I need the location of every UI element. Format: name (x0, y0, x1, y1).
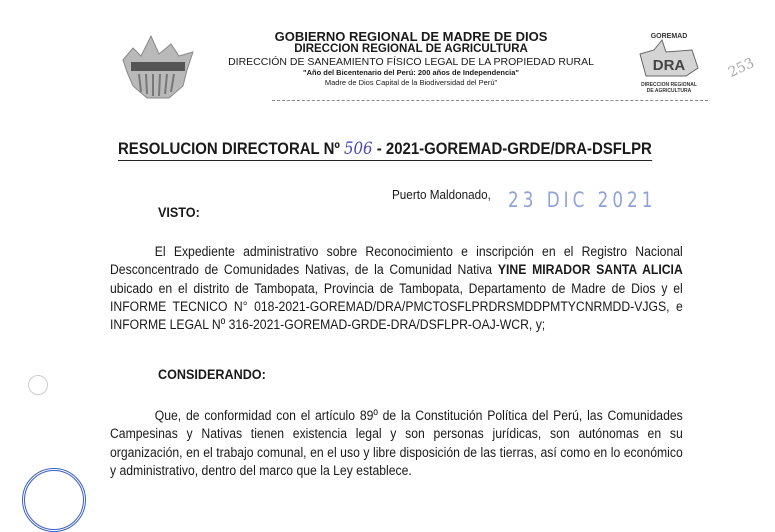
logo-center-text: DRA (652, 57, 686, 74)
logo-bottom-text-2: DE AGRICULTURA (646, 88, 692, 94)
regional-government-emblem (113, 30, 203, 102)
title-suffix: - 2021-GOREMAD-GRDE/DRA-DSFLPR (372, 139, 652, 158)
community-name: YINE MIRADOR SANTA ALICIA (497, 262, 683, 279)
letterhead-line-1: GOBIERNO REGIONAL DE MADRE DE DIOS (274, 29, 548, 44)
place-label: Puerto Maldonado, (392, 187, 491, 202)
official-seal (22, 468, 86, 532)
letterhead-motto: "Año del Bicentenario del Perú: 200 años de Independencia" (303, 68, 519, 77)
visto-heading: VISTO: (158, 204, 200, 220)
date-stamp: 23 DIC 2021 (508, 188, 657, 212)
resolution-title (118, 139, 652, 161)
handwritten-folio-number: 253 (725, 55, 757, 81)
letterhead-line-2: DIRECCION REGIONAL DE AGRICULTURA (294, 43, 528, 55)
visto-paragraph (110, 243, 683, 334)
considerando-text: Que, de conformidad con el artículo 89º de la Constitución Política del Perú, las Comunidades Campesinas y Nativas tienen existencia legal y son personas jurídicas, son autónomas en su organización, en el trabajo comunal, en el uso y libre disposición de las tierras, así como en lo económico y administrativo, dentro del marco que la Ley establece. (110, 408, 683, 479)
considerando-heading: CONSIDERANDO: (158, 366, 266, 382)
visto-text-a: El Expediente administrativo sobre Reconocimiento e inscripción en el Registro Nacional Desconcentrado de Comunidades Nativas, de la Comunidad Nativa (110, 244, 683, 279)
visto-text-b: ubicado en el distrito de Tambopata, Provincia de Tambopata, Departamento de Madre de Dios y el INFORME TECNICO N° 018-2021-GOREMAD/DRA/PMCTOSFLPRDRSMDDPMTYCNRMDD-VJGS, e INFORME LEGAL Nº 316-2021-GOREMAD-GRDE-DRA/DSFLPR-OAJ-WCR, y; (110, 280, 683, 334)
dra-logo (632, 28, 706, 96)
considerando-paragraph (110, 407, 683, 480)
logo-top-text: GOREMAD (650, 33, 688, 40)
title-prefix: RESOLUCION DIRECTORAL Nº (118, 139, 340, 158)
logo-bottom-text-1: DIRECCION REGIONAL (641, 82, 697, 88)
resolution-number: 506 (344, 139, 373, 159)
header-divider (272, 100, 708, 101)
letterhead-slogan: Madre de Dios Capital de la Biodiversidad del Perú" (324, 77, 498, 87)
punch-hole (28, 375, 48, 395)
letterhead-line-3: DIRECCIÓN DE SANEAMIENTO FÍSICO LEGAL DE LA PROPIEDAD RURAL (228, 55, 594, 68)
letterhead (222, 30, 600, 86)
